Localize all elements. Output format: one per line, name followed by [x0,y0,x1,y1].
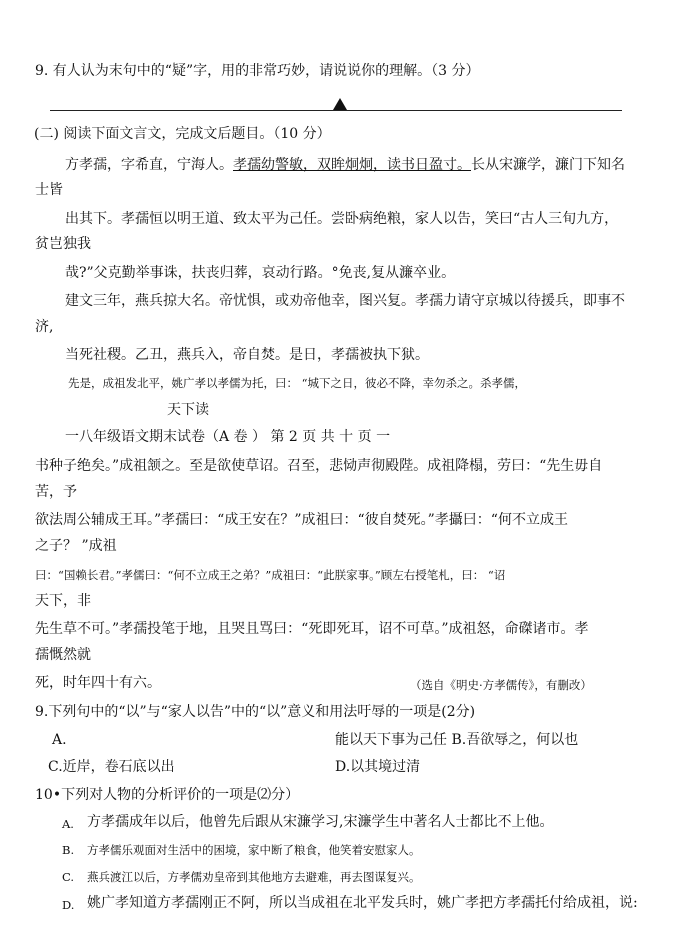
option-a-label: A. [52,732,67,748]
section-heading: (二) 阅读下面文言文，完成文后题目。（10 分） [34,126,331,142]
passage-line: 曰：“国赖长君。”孝儒曰：“何不立成王之弟？”成祖曰：“此朕家事。”顾左右授笔札，曰： “诏 [35,568,506,582]
option-b-label: B. [62,843,75,857]
passage-line: 欲法周公辅成王耳。”孝孺曰：“成王安在？”成祖曰：“彼自焚死。”孝攝曰：“何不立成王 [35,512,568,528]
option-d-label: D. [62,898,75,912]
option-c-label: C. [62,870,75,884]
option-c: C.近岸，卷石底以出 [48,759,175,775]
option-a-b-text: 能以天下事为己任 B.吾欲辱之，何以也 [335,732,579,748]
source-citation: （选自《明史·方孝儒传》，有删改） [410,678,592,692]
passage-line: 之子？ ”成祖 [35,538,117,554]
option-a: 方孝孺成年以后，他曾先后跟从宋濂学习,宋濂学生中著名人士都比不上他。 [87,814,554,830]
underlined-sentence: 孝孺幼警敏，双眸炯炯，读书日盈寸。 [233,157,471,173]
passage-line: 哉?”父克勤举事诛，扶丧归葬，哀动行路。°免丧,复从濂卒业。 [65,265,456,281]
passage-line: 苦，予 [35,484,77,500]
question-9-top: 9. 有人认为末句中的“疑”字，用的非常巧妙，请说说你的理解。（3 分） [35,63,480,79]
option-c: 燕兵渡江以后，方孝儒劝皇帝到其他地方去避难，再去图谋复兴。 [87,870,421,884]
option-d: D.以其境过清 [335,759,421,775]
passage-line: 贫岂独我 [35,236,91,252]
passage-line: 死，时年四十有六。 [35,675,161,691]
passage-line: 出其下。孝孺恒以明王道、致太平为己任。尝卧病绝粮，家人以告，笑曰“古人三旬九方， [65,211,619,227]
option-b: 方孝儒乐观面对生活中的困境，家中断了粮食，他笑着安慰家人。 [87,843,421,857]
option-d: 姚广孝知道方孝孺刚正不阿，所以当成祖在北平发兵时，姚广孝把方孝孺托付给成祖，说: [87,895,638,911]
divider-line [50,110,622,111]
passage-line: 天下，非 [35,593,91,609]
passage-line: 先生草不可。”孝孺投笔于地，且哭且骂曰：“死即死耳，诏不可草。”成祖怒，命磔诸市。孝 [35,621,589,637]
passage-line: 孺慨然就 [35,647,91,663]
passage-text: 长从宋濂学，濂门下知名 [471,157,625,173]
passage-line: 当死社稷。乙丑，燕兵入，帝自焚。是日，孝孺被执下狱。 [65,347,429,363]
passage-line: 天下读 [167,402,209,418]
option-a-label: A. [62,817,74,831]
passage-line [65,156,625,174]
triangle-marker-icon [333,98,347,110]
passage-line: 济, [35,319,54,335]
passage-line: 建文三年，燕兵掠大名。帝忧惧，或劝帝他幸，图兴复。孝孺力请守京城以待援兵，即事不 [65,293,625,309]
page-footer: 一八年级语文期末试卷（A 卷 ） 第 2 页 共 十 页 一 [65,429,391,445]
passage-text: 方孝孺，字希直，宁海人。 [65,157,233,173]
passage-line: 士皆 [35,182,63,198]
question-10-stem: 10•下列对人物的分析评价的一项是⑵分） [35,787,300,803]
passage-line: 先是，成祖发北平，姚广孝以孝儒为托，曰： “城下之日，彼必不降，幸勿杀之。杀孝儒， [68,376,527,390]
passage-line: 书种子绝矣。”成祖颔之。至是欲使草诏。召至，悲恸声彻殿陛。成祖降榻，劳曰：“先生毋自 [35,458,603,474]
question-9-stem: 9.下列句中的“以”与“家人以告”中的“以”意义和用法吁辱的一项是(2分) [35,704,476,720]
